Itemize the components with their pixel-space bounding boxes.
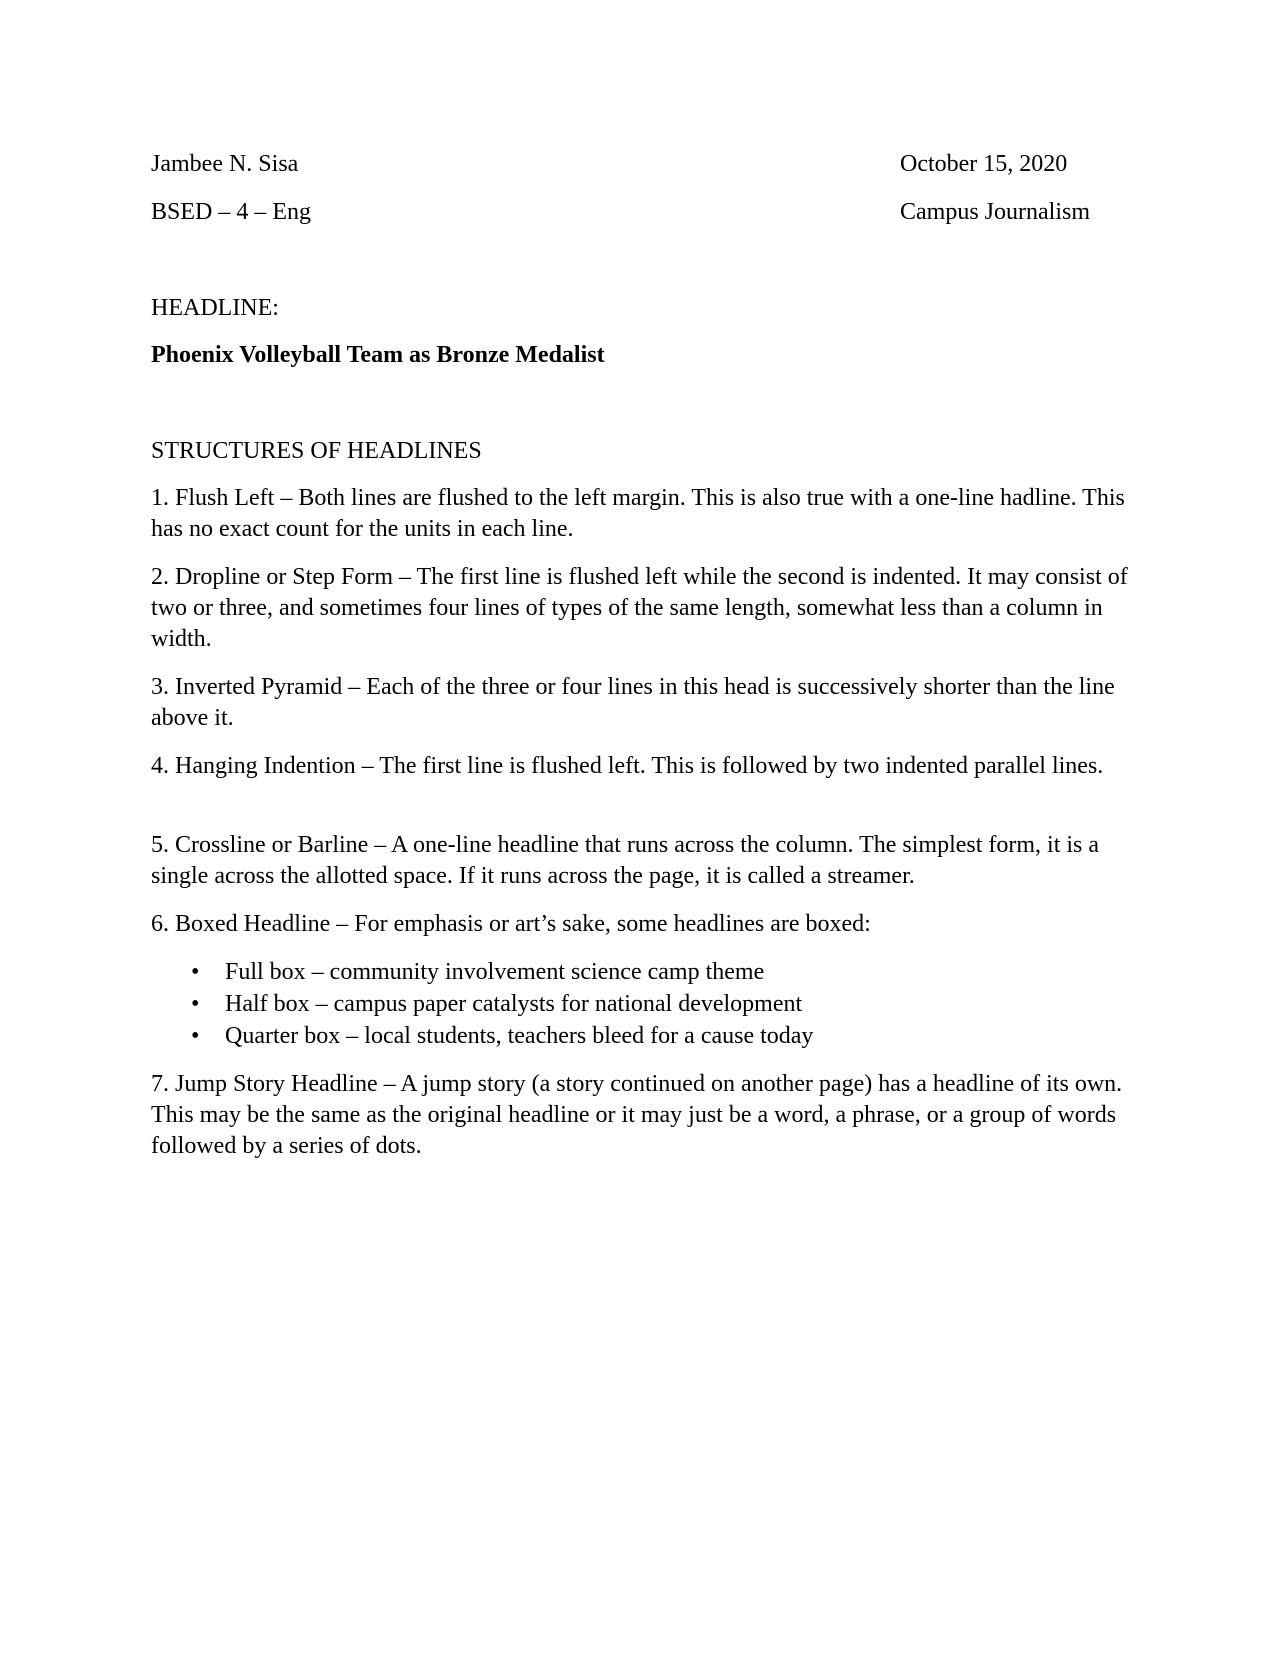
author-name: Jambee N. Sisa — [151, 151, 299, 177]
headline-title: Phoenix Volleyball Team as Bronze Medalist — [151, 342, 605, 368]
structures-heading: STRUCTURES OF HEADLINES — [151, 438, 482, 464]
document-date: October 15, 2020 — [900, 151, 1068, 177]
structure-item-5: 5. Crossline or Barline – A one-line headline that runs across the column. The simplest form, it is a single across the allotted space. If it runs across the page, it is called a streamer. — [151, 832, 1100, 889]
structure-item-4: 4. Hanging Indention – The first line is flushed left. This is followed by two indented parallel lines. — [151, 753, 1104, 779]
list-item-full-box — [151, 957, 1131, 989]
bullet-text: Half box – campus paper catalysts for national development — [225, 991, 803, 1017]
list-item-half-box — [151, 989, 1131, 1021]
bullet-text: Quarter box – local students, teachers bleed for a cause today — [225, 1023, 814, 1049]
course-name: BSED – 4 – Eng — [151, 199, 312, 225]
bullet-text: Full box – community involvement science camp theme — [225, 959, 765, 985]
bullet-icon: • — [191, 1023, 200, 1049]
bullet-icon: • — [191, 991, 200, 1017]
subject-name: Campus Journalism — [900, 199, 1090, 225]
boxed-headline-list — [151, 957, 1131, 1053]
structure-item-6: 6. Boxed Headline – For emphasis or art’s sake, some headlines are boxed: — [151, 911, 871, 937]
headline-label: HEADLINE: — [151, 295, 279, 321]
list-item-quarter-box — [151, 1021, 1131, 1053]
structure-item-1: 1. Flush Left – Both lines are flushed to the left margin. This is also true with a one-line hadline. This has no exact count for the units in each line. — [151, 485, 1125, 542]
bullet-icon: • — [191, 959, 200, 985]
structure-item-3: 3. Inverted Pyramid – Each of the three or four lines in this head is successively shorter than the line above it. — [151, 674, 1115, 731]
structure-item-7: 7. Jump Story Headline – A jump story (a story continued on another page) has a headline of its own. This may be the same as the original headline or it may just be a word, a phrase, or a group of words followed by a series of dots. — [151, 1071, 1123, 1159]
structure-item-2: 2. Dropline or Step Form – The first line is flushed left while the second is indented. It may consist of two or three, and sometimes four lines of types of the same length, somewhat less than a column in width. — [151, 564, 1128, 652]
